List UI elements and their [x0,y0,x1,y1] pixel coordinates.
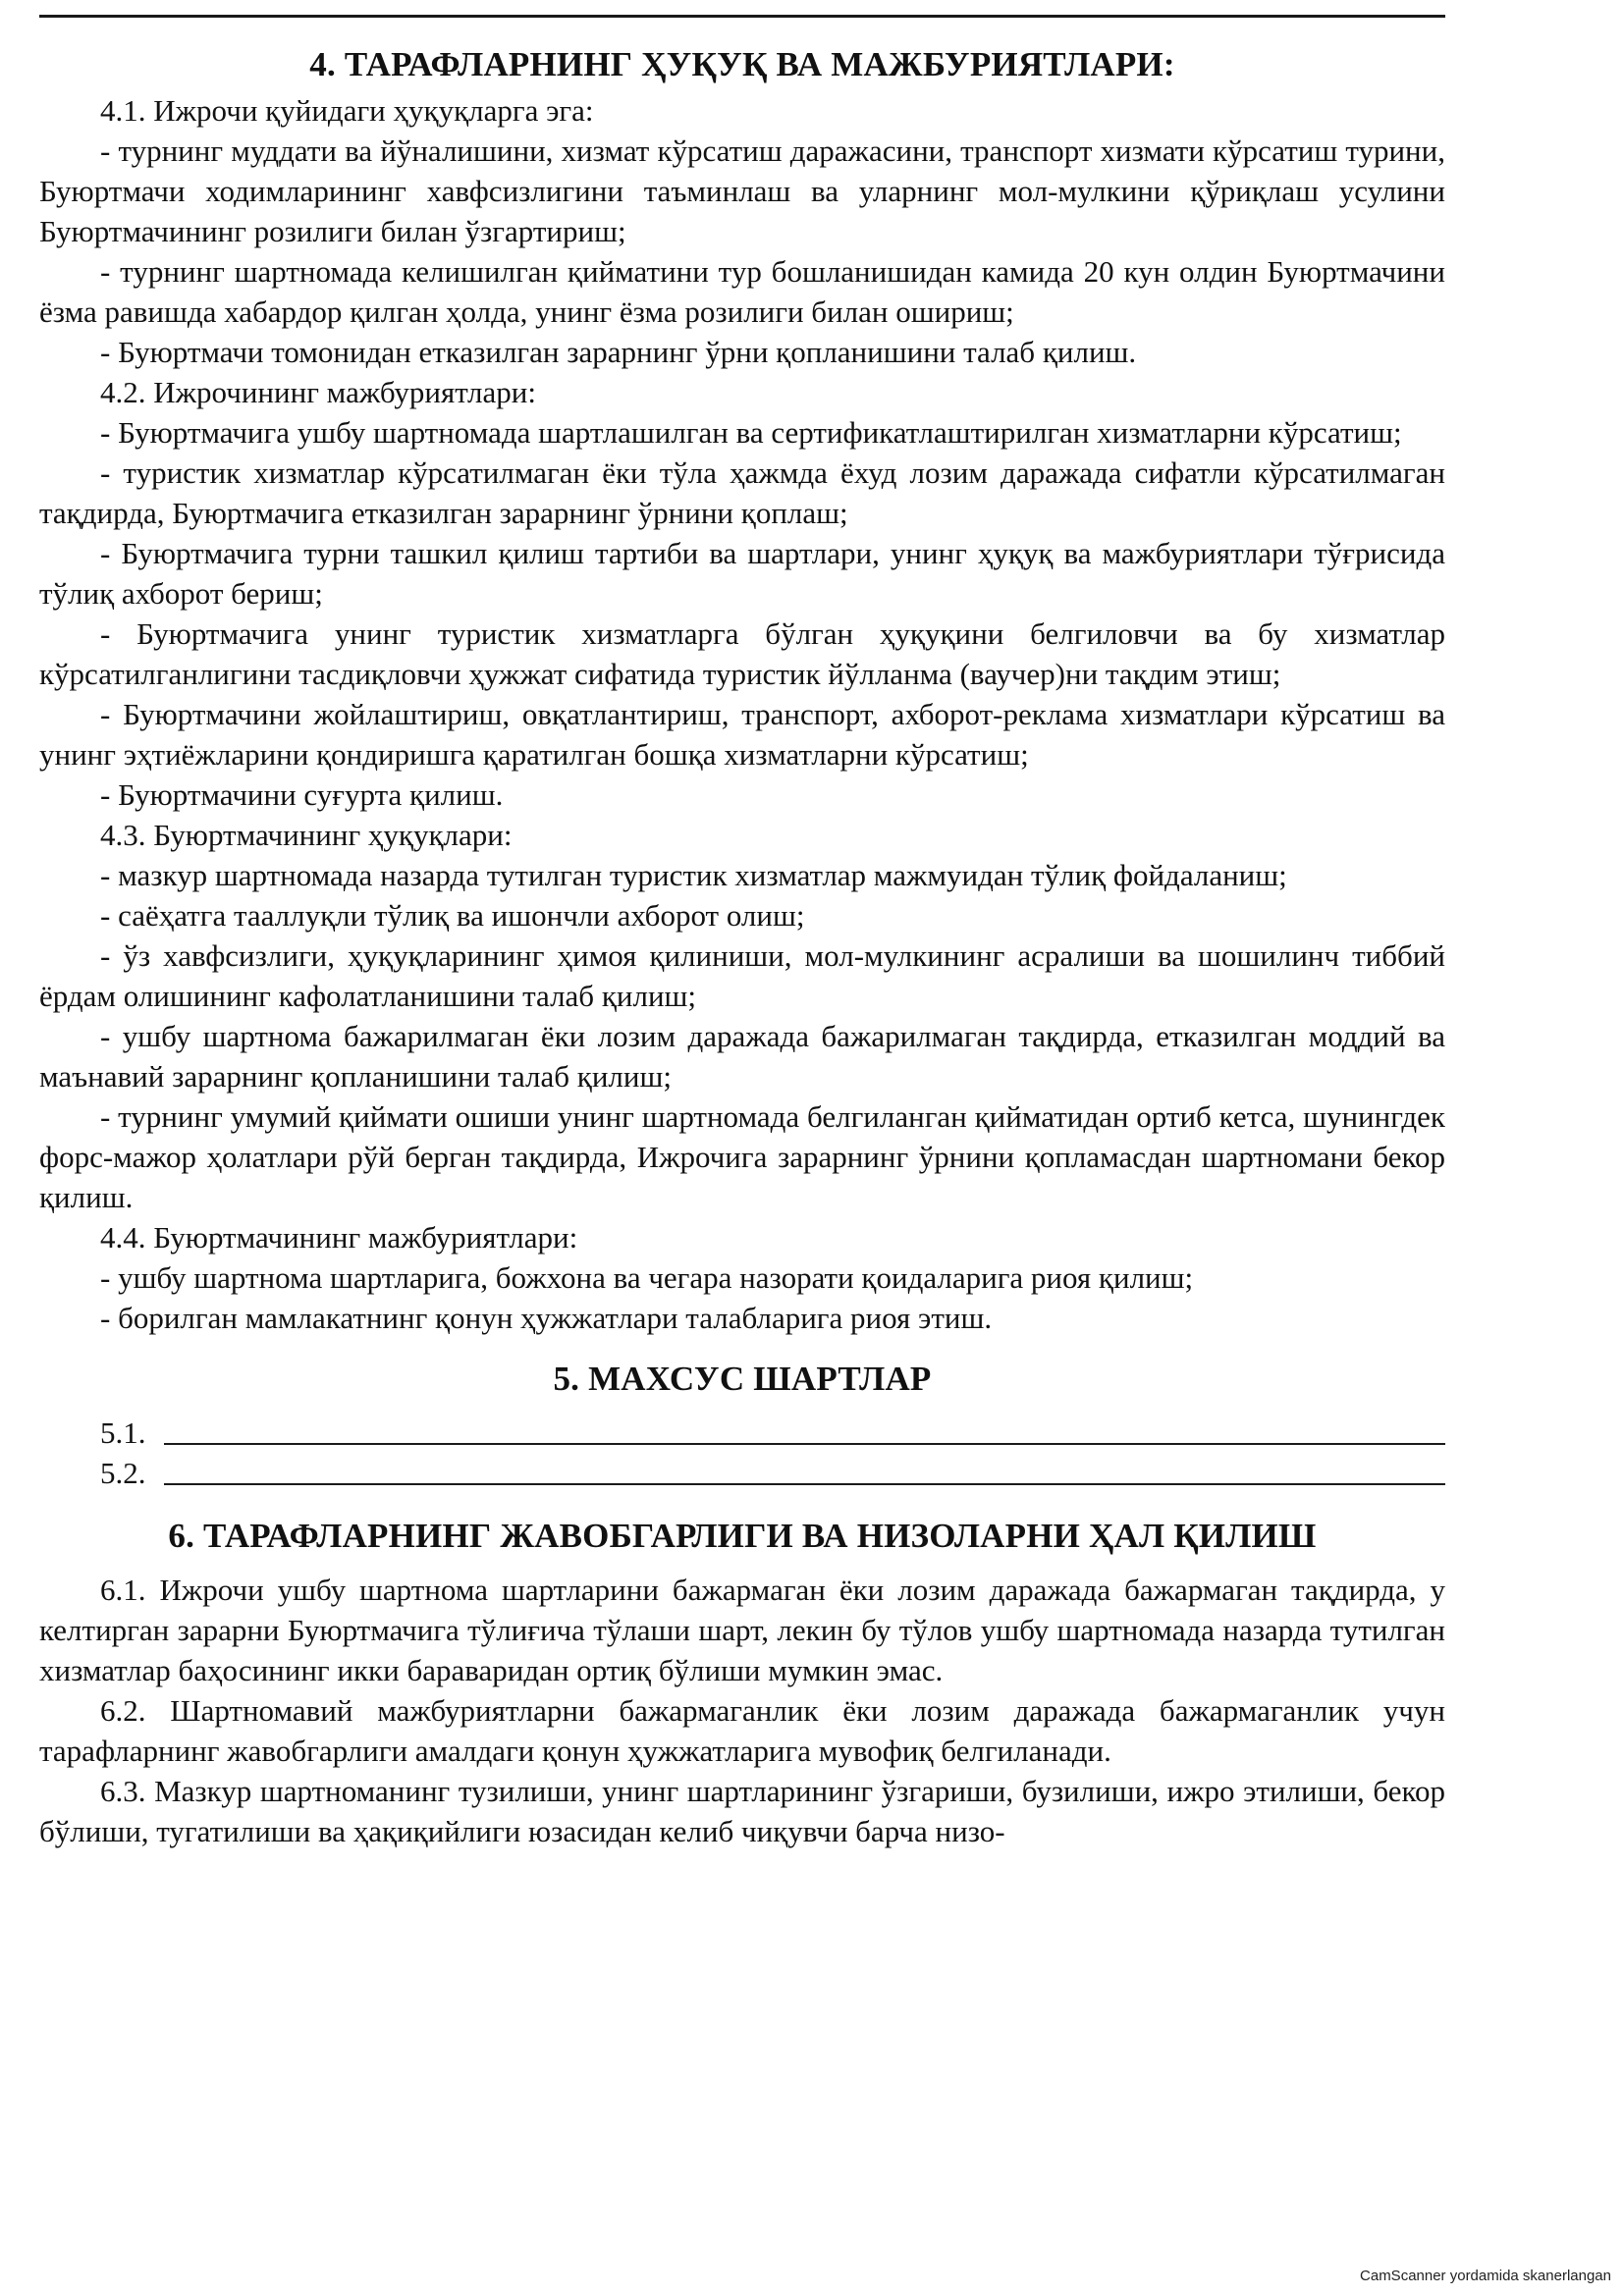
paragraph-4-3-d: - ушбу шартнома бажарилмаган ёки лозим даражада бажарилмаган тақдирда, етказилган моддий ва маънавий зарарнинг қопланишини талаб қилиш; [39,1019,1445,1094]
section-6-heading: 6. ТАРАФЛАРНИНГ ЖАВОБГАРЛИГИ ВА НИЗОЛАРНИ ҲАЛ ҚИЛИШ [168,1517,1317,1555]
paragraph-4-2-c: - Буюртмачига турни ташкил қилиш тартиби ва шартлари, унинг ҳуқуқ ва мажбуриятлари тўғрисида тўлиқ ахборот бериш; [39,536,1445,611]
paragraph-4-4: 4.4. Буюртмачининг мажбуриятлари: [100,1220,578,1255]
paragraph-4-2-e: - Буюртмачини жойлаштириш, овқатлантириш, транспорт, ахборот-реклама хизматлари кўрсатиш ва унинг эҳтиёжларини қондиришга қаратилган бошқа хизматларни кўрсатиш; [39,697,1445,772]
clause-5-1-blank-line [164,1443,1446,1445]
paragraph-6-1: 6.1. Ижрочи ушбу шартнома шартларини бажармаган ёки лозим даражада бажармаган тақдирда, у келтирган зарарни Буюртмачига тўлиғича тўлаши шарт, лекин бу тўлов ушбу шартномада назарда тутилган хизматлар баҳосининг икки бараваридан ортиқ бўлиши мумкин эмас. [39,1573,1445,1687]
paragraph-4-3-b: - саёҳатга тааллуқли тўлиқ ва ишончли ахборот олиш; [100,898,805,933]
paragraph-4-2: 4.2. Ижрочининг мажбуриятлари: [100,375,536,409]
paragraph-4-3-a: - мазкур шартномада назарда тутилган туристик хизматлар мажмуидан тўлиқ фойдаланиш; [100,858,1287,892]
paragraph-4-3-c: - ўз хавфсизлиги, ҳуқуқларининг ҳимоя қилиниши, мол-мулкининг асралиши ва шошилинч тиббий ёрдам олишининг кафолатланишини талаб қилиш; [39,938,1445,1013]
top-rule [39,15,1445,18]
paragraph-4-1-c: - Буюртмачи томонидан етказилган зарарнинг ўрни қопланишини талаб қилиш. [100,335,1137,369]
paragraph-4-2-d: - Буюртмачига унинг туристик хизматларга бўлган ҳуқуқини белгиловчи ва бу хизматлар кўрсатилганлигини тасдиқловчи ҳужжат сифатида туристик йўлланма (ваучер)ни тақдим этиш; [39,616,1445,691]
scanner-watermark: CamScanner yordamida skanerlangan [1360,2268,1611,2284]
paragraph-4-2-a: - Буюртмачига ушбу шартномада шартлашилган ва сертификатлаштирилган хизматларни кўрсатиш; [100,415,1402,450]
paragraph-4-2-b: - туристик хизматлар кўрсатилмаган ёки тўла ҳажмда ёхуд лозим даражада сифатли кўрсатилмаган тақдирда, Буюртмачига етказилган зарарнинг ўрнини қоплаш; [39,455,1445,530]
clause-5-2-label: 5.2. [100,1456,146,1490]
clause-5-2-blank-line [164,1483,1446,1485]
paragraph-4-4-b: - борилган мамлакатнинг қонун ҳужжатлари талабларига риоя этиш. [100,1301,993,1335]
paragraph-4-3-e: - турнинг умумий қиймати ошиши унинг шартномада белгиланган қийматидан ортиб кетса, шунингдек форс-мажор ҳолатлари рўй берган тақдирда, Ижрочига зарарнинг ўрнини қопламасдан шартномани бекор қилиш. [39,1099,1445,1214]
paragraph-4-1-a: - турнинг муддати ва йўналишини, хизмат кўрсатиш даражасини, транспорт хизмати кўрсатиш турини, Буюртмачи ходимларининг хавфсизлигини таъминлаш ва уларнинг мол-мулкини қўриқлаш усулини Буюртмачининг розилиги билан ўзгартириш; [39,133,1445,248]
clause-5-1-row [39,1413,1445,1453]
paragraph-4-4-a: - ушбу шартнома шартларига, божхона ва чегара назорати қоидаларига риоя қилиш; [100,1260,1194,1295]
document-page [39,43,1445,1851]
paragraph-4-1: 4.1. Ижрочи қуйидаги ҳуқуқларга эга: [100,93,594,128]
paragraph-6-3: 6.3. Мазкур шартноманинг тузилиши, унинг шартларининг ўзгариши, бузилиши, ижро этилиши, бекор бўлиши, тугатилиши ва ҳақиқийлиги юзасидан келиб чиқувчи барча низо- [39,1774,1445,1848]
section-4-heading: 4. ТАРАФЛАРНИНГ ҲУҚУҚ ВА МАЖБУРИЯТЛАРИ: [309,45,1175,83]
clause-5-1-label: 5.1. [100,1415,146,1450]
paragraph-4-3: 4.3. Буюртмачининг ҳуқуқлари: [100,818,513,852]
paragraph-4-2-f: - Буюртмачини суғурта қилиш. [100,777,504,812]
paragraph-4-1-b: - турнинг шартномада келишилган қийматини тур бошланишидан камида 20 кун олдин Буюртмачини ёзма равишда хабардор қилган ҳолда, унинг ёзма розилиги билан ошириш; [39,254,1445,329]
paragraph-6-2: 6.2. Шартномавий мажбуриятларни бажармаганлик ёки лозим даражада бажармаганлик учун тарафларнинг жавобгарлиги амалдаги қонун ҳужжатларига мувофиқ белгиланади. [39,1693,1445,1768]
section-5-heading: 5. МАХСУС ШАРТЛАР [553,1360,932,1398]
clause-5-2-row [39,1453,1445,1493]
